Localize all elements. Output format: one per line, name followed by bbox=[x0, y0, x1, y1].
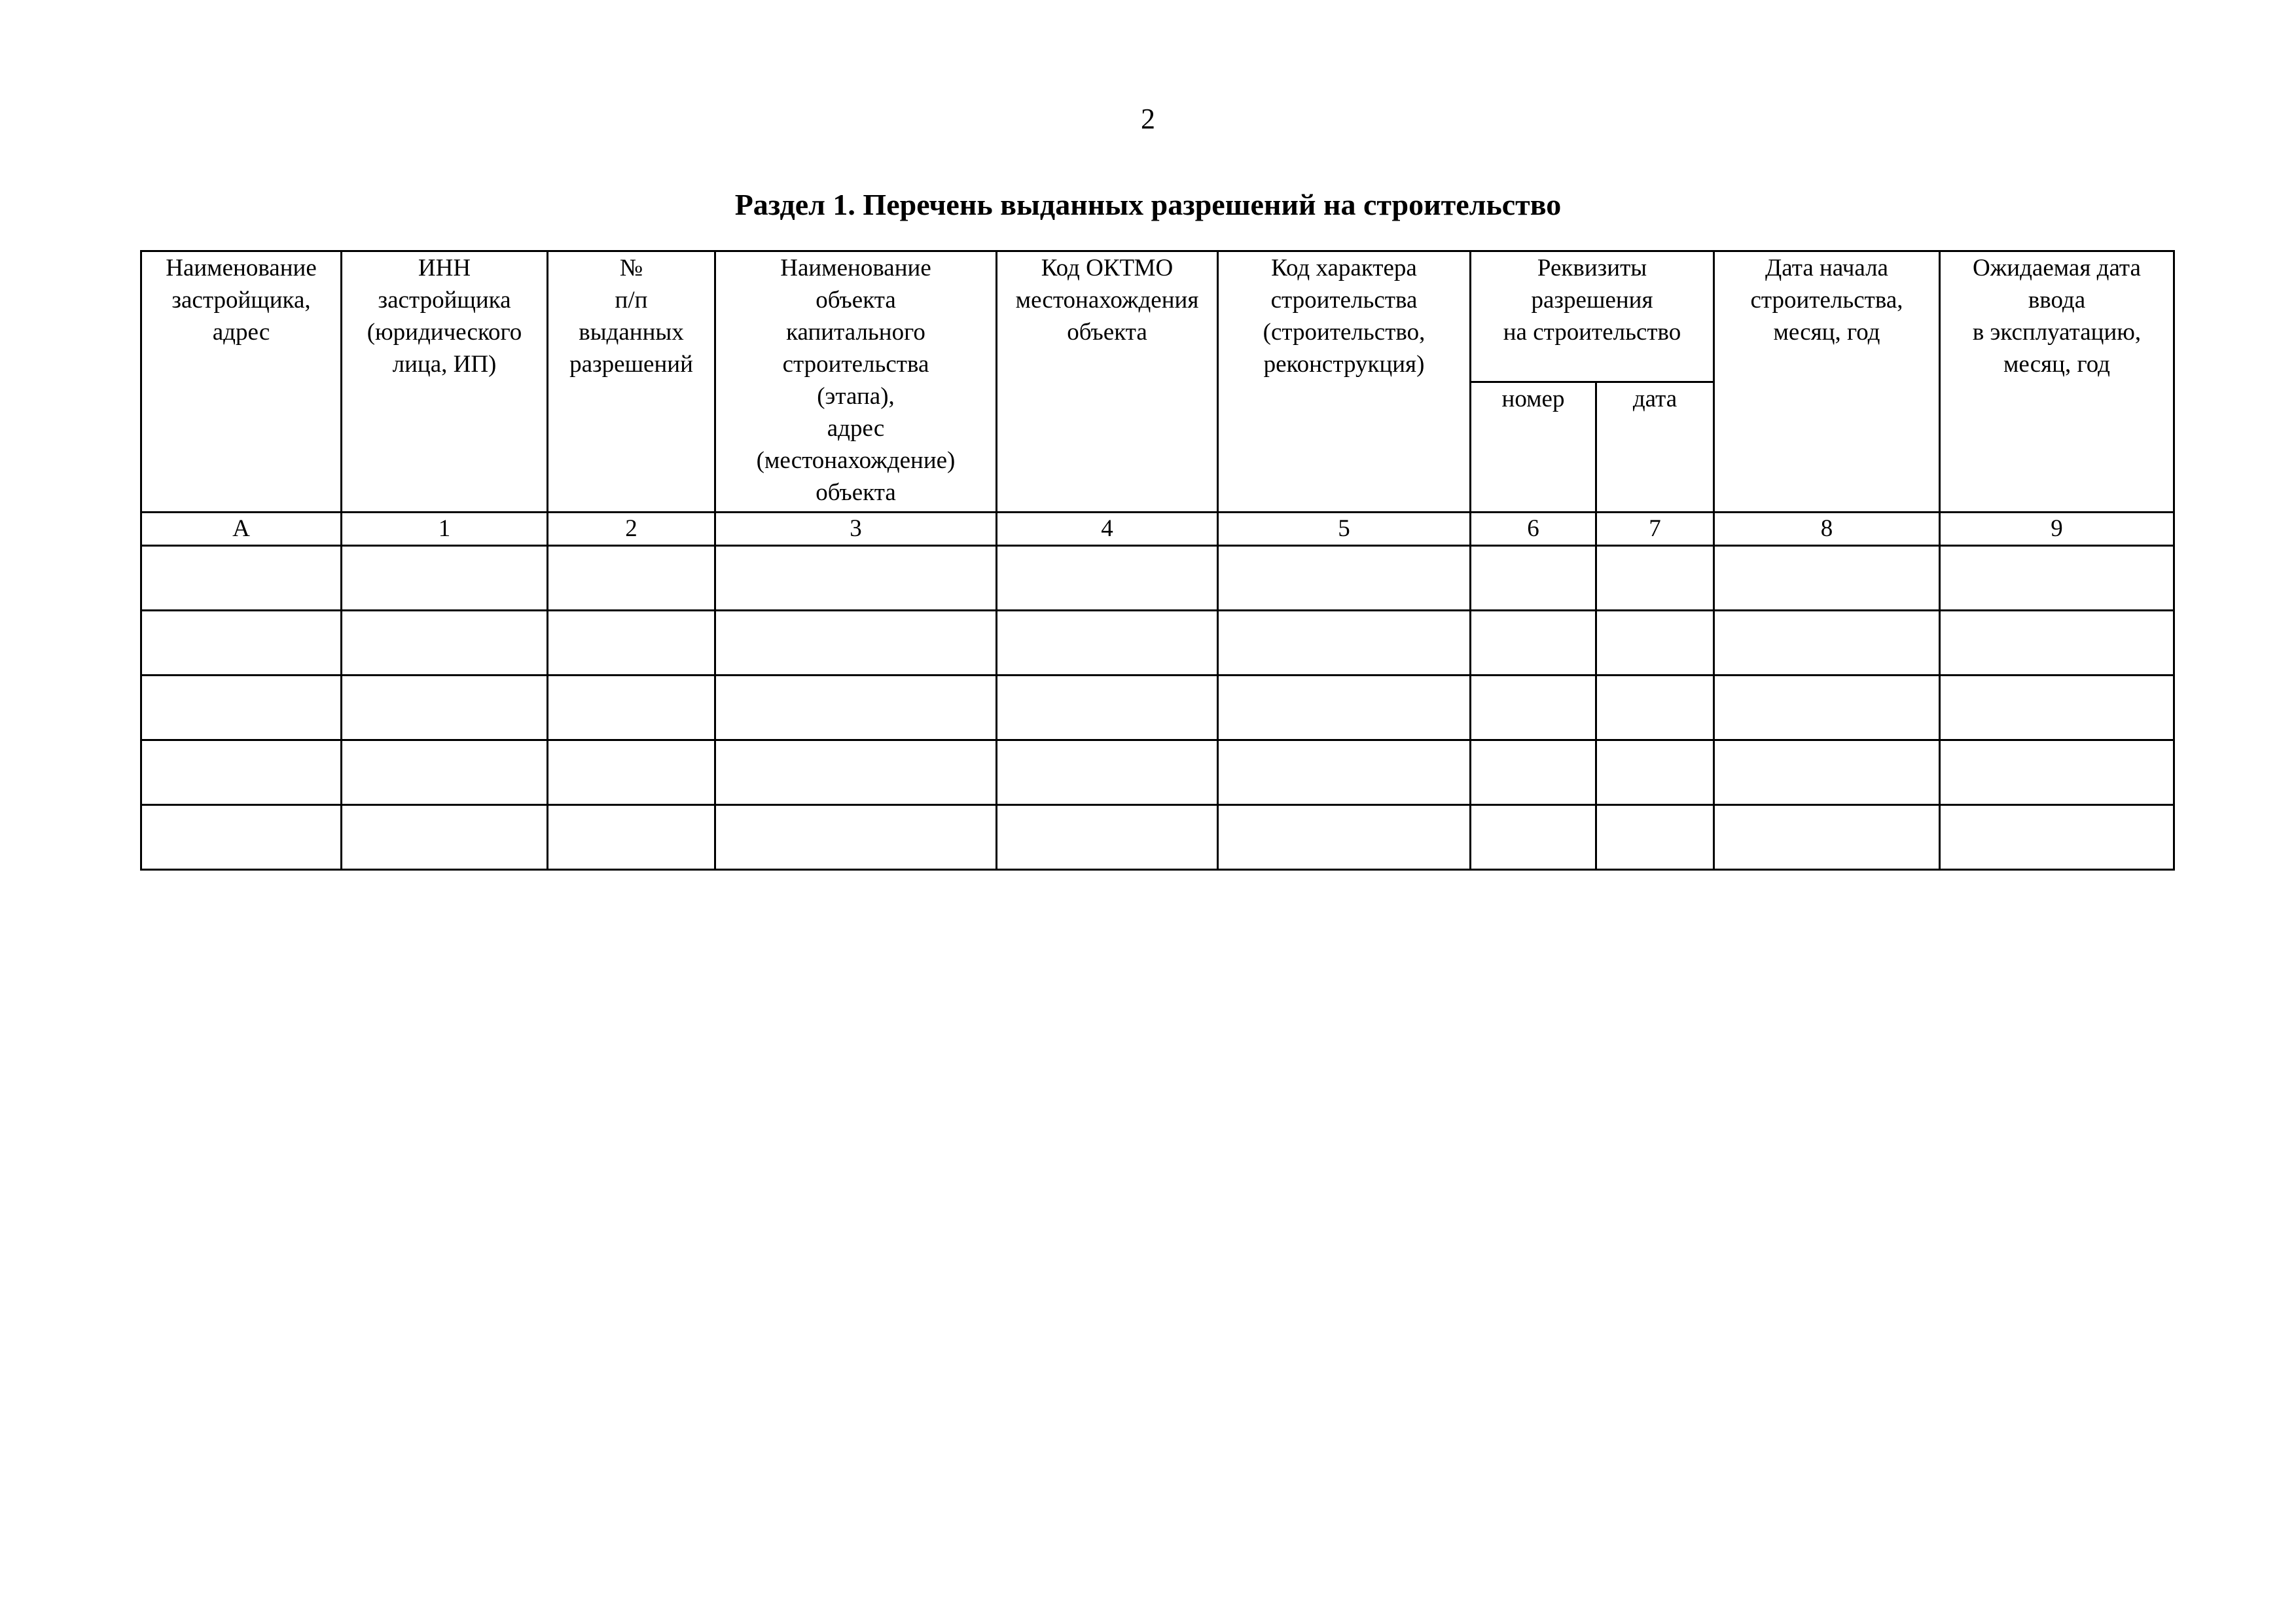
header-start-date: Дата начала строительства, месяц, год bbox=[1714, 251, 1940, 513]
table-cell bbox=[1714, 546, 1940, 611]
table-cell bbox=[1714, 676, 1940, 740]
table-cell bbox=[1940, 740, 2174, 805]
permits-table bbox=[140, 250, 2175, 871]
header-inn: ИНН застройщика (юридического лица, ИП) bbox=[342, 251, 548, 513]
table-cell bbox=[715, 676, 997, 740]
table-cell bbox=[548, 546, 715, 611]
table-cell bbox=[715, 805, 997, 870]
table-cell bbox=[997, 740, 1218, 805]
section-title: Раздел 1. Перечень выданных разрешений на строительство bbox=[734, 188, 1562, 221]
header-object: Наименование объекта капитального строительства (этапа), адрес (местонахождение) объекта bbox=[715, 251, 997, 513]
header-permit-details: Реквизиты разрешения на строительство bbox=[1471, 251, 1714, 382]
table-cell bbox=[997, 546, 1218, 611]
table-cell bbox=[1940, 611, 2174, 676]
table-cell bbox=[548, 611, 715, 676]
column-number: 1 bbox=[342, 513, 548, 546]
table-cell bbox=[342, 546, 548, 611]
table-cell bbox=[1471, 676, 1596, 740]
table-cell bbox=[1714, 805, 1940, 870]
table-cell bbox=[1714, 611, 1940, 676]
table-cell bbox=[1596, 546, 1714, 611]
table-cell bbox=[141, 611, 342, 676]
table-cell bbox=[141, 740, 342, 805]
table-cell bbox=[141, 546, 342, 611]
table-cell bbox=[1596, 740, 1714, 805]
table-cell bbox=[1714, 740, 1940, 805]
table-cell bbox=[1940, 805, 2174, 870]
header-commissioning-date: Ожидаемая дата ввода в эксплуатацию, месяц, год bbox=[1940, 251, 2174, 513]
table-cell bbox=[548, 740, 715, 805]
column-number: 4 bbox=[997, 513, 1218, 546]
page-number: 2 bbox=[1141, 103, 1155, 135]
column-number: 6 bbox=[1471, 513, 1596, 546]
table-cell bbox=[1940, 546, 2174, 611]
table-row bbox=[141, 611, 2174, 676]
table-cell bbox=[997, 805, 1218, 870]
table-cell bbox=[715, 740, 997, 805]
table-cell bbox=[1218, 805, 1471, 870]
table-cell bbox=[1471, 546, 1596, 611]
table-cell bbox=[342, 676, 548, 740]
header-permit-no: № п/п выданных разрешений bbox=[548, 251, 715, 513]
table-cell bbox=[548, 676, 715, 740]
table-cell bbox=[1596, 676, 1714, 740]
table-cell bbox=[1940, 676, 2174, 740]
table-cell bbox=[141, 805, 342, 870]
table-cell bbox=[1218, 546, 1471, 611]
table-cell bbox=[141, 676, 342, 740]
table-row bbox=[141, 546, 2174, 611]
table-cell bbox=[1596, 805, 1714, 870]
header-developer: Наименование застройщика, адрес bbox=[141, 251, 342, 513]
table-cell bbox=[1471, 740, 1596, 805]
table-row bbox=[141, 805, 2174, 870]
table-cell bbox=[548, 805, 715, 870]
table-header-row bbox=[141, 251, 2174, 382]
table-cell bbox=[1218, 740, 1471, 805]
table-cell bbox=[997, 611, 1218, 676]
table-row bbox=[141, 676, 2174, 740]
table-cell bbox=[342, 805, 548, 870]
column-number: 5 bbox=[1218, 513, 1471, 546]
column-number: 8 bbox=[1714, 513, 1940, 546]
table-cell bbox=[715, 611, 997, 676]
header-construction-type: Код характера строительства (строительство, реконструкция) bbox=[1218, 251, 1471, 513]
table-cell bbox=[1471, 805, 1596, 870]
column-number: 9 bbox=[1940, 513, 2174, 546]
column-number: 7 bbox=[1596, 513, 1714, 546]
header-permit-date: дата bbox=[1596, 382, 1714, 513]
table-cell bbox=[342, 740, 548, 805]
table-cell bbox=[1596, 611, 1714, 676]
table-cell bbox=[342, 611, 548, 676]
table-cell bbox=[1218, 611, 1471, 676]
header-permit-number: номер bbox=[1471, 382, 1596, 513]
column-number: А bbox=[141, 513, 342, 546]
column-number-row bbox=[141, 513, 2174, 546]
table-cell bbox=[1218, 676, 1471, 740]
table-cell bbox=[997, 676, 1218, 740]
column-number: 2 bbox=[548, 513, 715, 546]
table-cell bbox=[715, 546, 997, 611]
column-number: 3 bbox=[715, 513, 997, 546]
table-row bbox=[141, 740, 2174, 805]
table-cell bbox=[1471, 611, 1596, 676]
header-oktmo: Код ОКТМО местонахождения объекта bbox=[997, 251, 1218, 513]
